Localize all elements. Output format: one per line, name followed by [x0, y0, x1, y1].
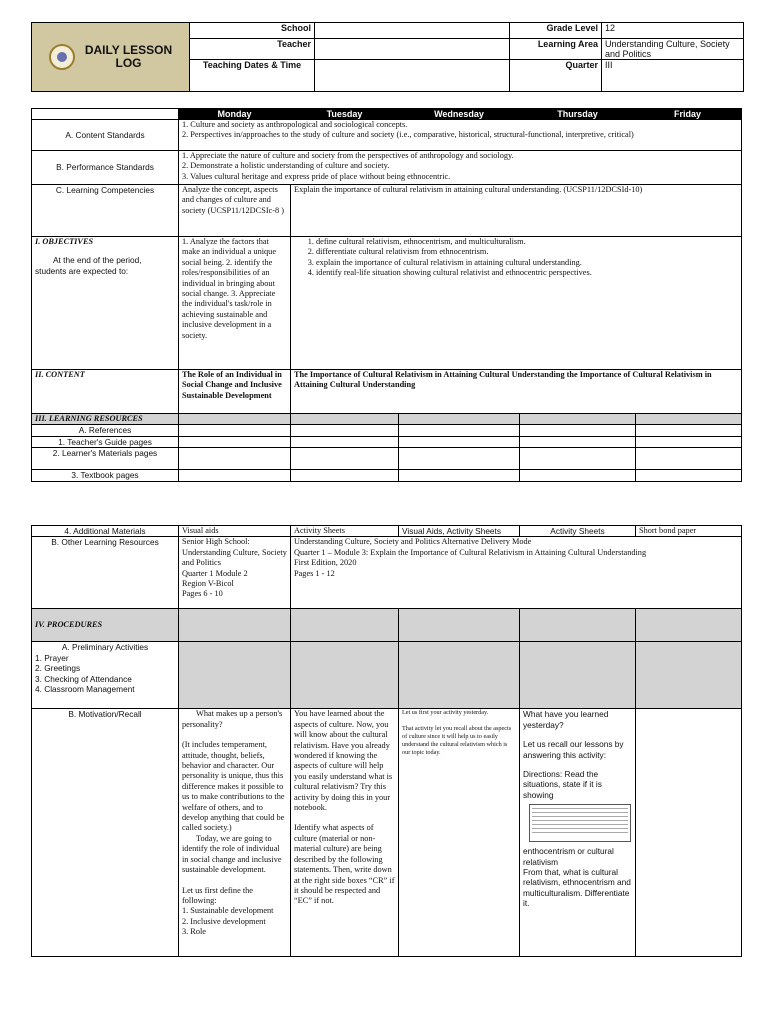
- day-monday: Monday: [179, 109, 291, 120]
- resource-line: Pages 6 - 10: [182, 589, 223, 599]
- quarter-label: Quarter: [510, 60, 602, 92]
- preliminary-item: 1. Prayer: [35, 652, 69, 663]
- empty-cell: [636, 709, 742, 957]
- resource-line: Understanding Culture, Society and Politics Alternative Delivery Mode: [294, 537, 532, 547]
- dates-value: [315, 60, 510, 92]
- empty-cell: [291, 470, 399, 481]
- lesson-table-2: [31, 525, 742, 957]
- additional-friday: Short bond paper: [636, 526, 742, 537]
- preliminary-cell: [32, 642, 179, 709]
- additional-thursday: Activity Sheets: [520, 526, 636, 537]
- days-corner: [32, 109, 179, 120]
- competencies-rest: Explain the importance of cultural relativism in attaining cultural understanding. (UCSP11/12DCSId-10): [291, 185, 742, 237]
- motivation-paragraph: Today, we are going to identify the role of individual in social change and inclusive sustainable development.: [182, 833, 282, 875]
- motivation-paragraph: That activity let you recall about the aspects of culture since it will help us to easily understand the cultural relativism which is our topic today.: [402, 725, 512, 756]
- gray-cell: [179, 642, 291, 709]
- motivation-paragraph: (It includes temperament, attitude, thought, beliefs, behavior and character. Our personality is unique, thus this difference makes it possible to us to make contributions to the welfare of others, and to develop anything that could be called society.): [182, 740, 285, 833]
- empty-cell: [636, 425, 742, 436]
- motivation-paragraph: enthocentrism or cultural relativism: [523, 846, 614, 867]
- gray-cell: [291, 414, 399, 425]
- empty-cell: [179, 470, 291, 481]
- procedures-label: IV. PROCEDURES: [32, 609, 179, 642]
- textbook-label: 3. Textbook pages: [32, 470, 179, 481]
- other-resources-monday: [179, 537, 291, 609]
- deped-seal-icon: [49, 44, 75, 70]
- area-label: Learning Area: [510, 39, 602, 60]
- empty-cell: [291, 436, 399, 447]
- empty-cell: [636, 470, 742, 481]
- empty-cell: [520, 425, 636, 436]
- additional-wednesday: Visual Aids, Activity Sheets: [399, 526, 520, 537]
- resource-line: First Edition, 2020: [294, 558, 357, 568]
- empty-cell: [291, 448, 399, 470]
- learners-materials-label: 2. Learner's Materials pages: [32, 448, 179, 470]
- resource-line: Senior High School:: [182, 537, 250, 547]
- gray-cell: [636, 609, 742, 642]
- empty-cell: [520, 448, 636, 470]
- gray-cell: [520, 642, 636, 709]
- gray-cell: [520, 414, 636, 425]
- day-tuesday: Tuesday: [291, 109, 399, 120]
- motivation-paragraph: Identify what aspects of culture (material or non-material culture) are being described by the following statements. Then, write down at the right side boxes “CR” if it should be respected and “EC” if not.: [294, 823, 395, 906]
- logo-cell: [32, 23, 190, 92]
- lesson-table-1: [31, 108, 742, 482]
- performance-standards-line-3: 3. Values cultural heritage and express pride of place without being ethnocentric.: [182, 171, 451, 181]
- gray-cell: [291, 609, 399, 642]
- gray-cell: [291, 642, 399, 709]
- title-line-1: DAILY LESSON: [84, 43, 173, 57]
- performance-standards-line-1: 1. Appreciate the nature of culture and society from the perspectives of anthropology and sociology.: [182, 151, 514, 160]
- motivation-paragraph: What makes up a person's personality?: [182, 709, 283, 729]
- empty-cell: [179, 425, 291, 436]
- other-resources-label: B. Other Learning Resources: [32, 537, 179, 609]
- preliminary-item: 4. Classroom Management: [35, 684, 135, 695]
- objective-item: 4. identify real-life situation showing cultural relativist and ethnocentric perspectives.: [316, 268, 738, 278]
- day-wednesday: Wednesday: [399, 109, 520, 120]
- content-standards-text: [179, 120, 742, 151]
- grade-value: 12: [602, 23, 744, 39]
- resource-line: Quarter 1 – Module 3: Explain the Importance of Cultural Relativism in Attaining Cultural Understanding: [294, 547, 647, 557]
- resource-line: Understanding Culture, Society and Politics: [182, 547, 287, 568]
- title-line-2: LOG: [115, 56, 142, 70]
- teacher-value: [315, 39, 510, 60]
- content-rest: The Importance of Cultural Relativism in Attaining Cultural Understanding the Importance of Cultural Relativism in Attaining Cultural Understanding: [291, 370, 742, 414]
- day-friday: Friday: [636, 109, 742, 120]
- gray-cell: [399, 642, 520, 709]
- empty-cell: [636, 448, 742, 470]
- content-standards-line-2: 2. Perspectives in/approaches to the study of culture and society (i.e., comparative, historical, structural-functional, interpretive, critical): [182, 130, 634, 140]
- teacher-label: Teacher: [190, 39, 315, 60]
- references-label: A. References: [32, 425, 179, 436]
- motivation-monday: [179, 709, 291, 957]
- gray-cell: [636, 642, 742, 709]
- motivation-tuesday: [291, 709, 399, 957]
- gray-cell: [179, 609, 291, 642]
- additional-tuesday: Activity Sheets: [291, 526, 399, 537]
- empty-cell: [179, 436, 291, 447]
- content-monday: The Role of an Individual in Social Change and Inclusive Sustainable Development: [179, 370, 291, 414]
- competencies-monday: Analyze the concept, aspects and changes of culture and society (UCSP11/12DCSIc-8 ): [179, 185, 291, 237]
- empty-cell: [520, 470, 636, 481]
- empty-cell: [399, 470, 520, 481]
- objectives-sub: At the end of the period, students are expected to:: [35, 255, 142, 276]
- empty-cell: [399, 425, 520, 436]
- motivation-list-item: 2. Inclusive development: [182, 916, 266, 926]
- days-header-row: [32, 109, 742, 120]
- motivation-wednesday: [399, 709, 520, 957]
- objectives-monday: 1. Analyze the factors that make an individual a unique social being. 2. identify the roles/responsibilities of an individual in bringing about social change. 3. Appreciate the individual's task/role in achieving sustainable and inclusive development in a society.: [179, 237, 291, 370]
- motivation-paragraph: Let us first define the following:: [182, 885, 253, 905]
- content-standards-line-1: 1. Culture and society as anthropological and sociological concepts.: [182, 120, 408, 129]
- preliminary-item: 2. Greetings: [35, 663, 81, 674]
- preliminary-item: 3. Checking of Attendance: [35, 673, 132, 684]
- gray-cell: [520, 609, 636, 642]
- additional-monday: Visual aids: [179, 526, 291, 537]
- area-value: Understanding Culture, Society and Politics: [602, 39, 744, 60]
- empty-cell: [291, 425, 399, 436]
- gray-cell: [399, 414, 520, 425]
- page-title: [85, 44, 172, 70]
- day-thursday: Thursday: [520, 109, 636, 120]
- motivation-paragraph: What have you learned yesterday?: [523, 709, 609, 730]
- content-standards-label: A. Content Standards: [32, 120, 179, 151]
- motivation-paragraph: Directions: Read the situations, state if it is showing: [523, 769, 602, 800]
- content-label: II. CONTENT: [32, 370, 179, 414]
- competencies-label: C. Learning Competencies: [32, 185, 179, 237]
- empty-cell: [636, 436, 742, 447]
- motivation-paragraph: From that, what is cultural relativism, ethnocentrism and multiculturalism. Differentiate it.: [523, 867, 631, 909]
- motivation-thursday: [520, 709, 636, 957]
- header-table: [31, 22, 744, 92]
- empty-cell: [399, 448, 520, 470]
- performance-standards-label: B. Performance Standards: [32, 151, 179, 185]
- gray-cell: [399, 609, 520, 642]
- school-value: [315, 23, 510, 39]
- objective-item: 1. define cultural relativism, ethnocentrism, and multiculturalism.: [316, 237, 738, 247]
- performance-standards-line-2: 2. Demonstrate a holistic understanding of culture and society.: [182, 161, 390, 171]
- motivation-list-item: 1. Sustainable development: [182, 906, 274, 916]
- motivation-paragraph: You have learned about the aspects of culture. Now, you will know about the cultural relativism. Have you already wondered if knowing the aspects of culture will help you easily understand what is cultural relativism? Try this activity by doing this in your notebook.: [294, 709, 393, 813]
- objectives-label: I. OBJECTIVES: [35, 237, 94, 246]
- motivation-paragraph: Let us recall our lessons by answering this activity:: [523, 739, 624, 760]
- objective-item: 3. explain the importance of cultural relativism in attaining cultural understanding.: [316, 258, 738, 268]
- empty-cell: [179, 448, 291, 470]
- motivation-label: B. Motivation/Recall: [32, 709, 179, 957]
- activity-sheet-thumbnail: [529, 804, 631, 842]
- dates-label: Teaching Dates & Time: [190, 60, 315, 92]
- other-resources-rest: [291, 537, 742, 609]
- resource-line: Region V-Bicol: [182, 579, 234, 589]
- resource-line: Quarter 1 Module 2: [182, 568, 248, 578]
- performance-standards-text: [179, 151, 742, 185]
- objectives-rest: [291, 237, 742, 370]
- school-label: School: [190, 23, 315, 39]
- additional-materials-label: 4. Additional Materials: [32, 526, 179, 537]
- objectives-label-cell: [32, 237, 179, 370]
- objective-item: 2. differentiate cultural relativism from ethnocentrism.: [316, 247, 738, 257]
- motivation-paragraph: Let us first your activity yesterday.: [402, 709, 489, 717]
- preliminary-label: A. Preliminary Activities: [61, 642, 149, 653]
- empty-cell: [399, 436, 520, 447]
- motivation-list-item: 3. Role: [182, 927, 206, 937]
- gray-cell: [179, 414, 291, 425]
- grade-label: Grade Level: [510, 23, 602, 39]
- teachers-guide-label: 1. Teacher's Guide pages: [32, 436, 179, 447]
- resources-label: III. LEARNING RESOURCES: [32, 414, 179, 425]
- resource-line: Pages 1 - 12: [294, 568, 335, 578]
- gray-cell: [636, 414, 742, 425]
- quarter-value: III: [602, 60, 744, 92]
- empty-cell: [520, 436, 636, 447]
